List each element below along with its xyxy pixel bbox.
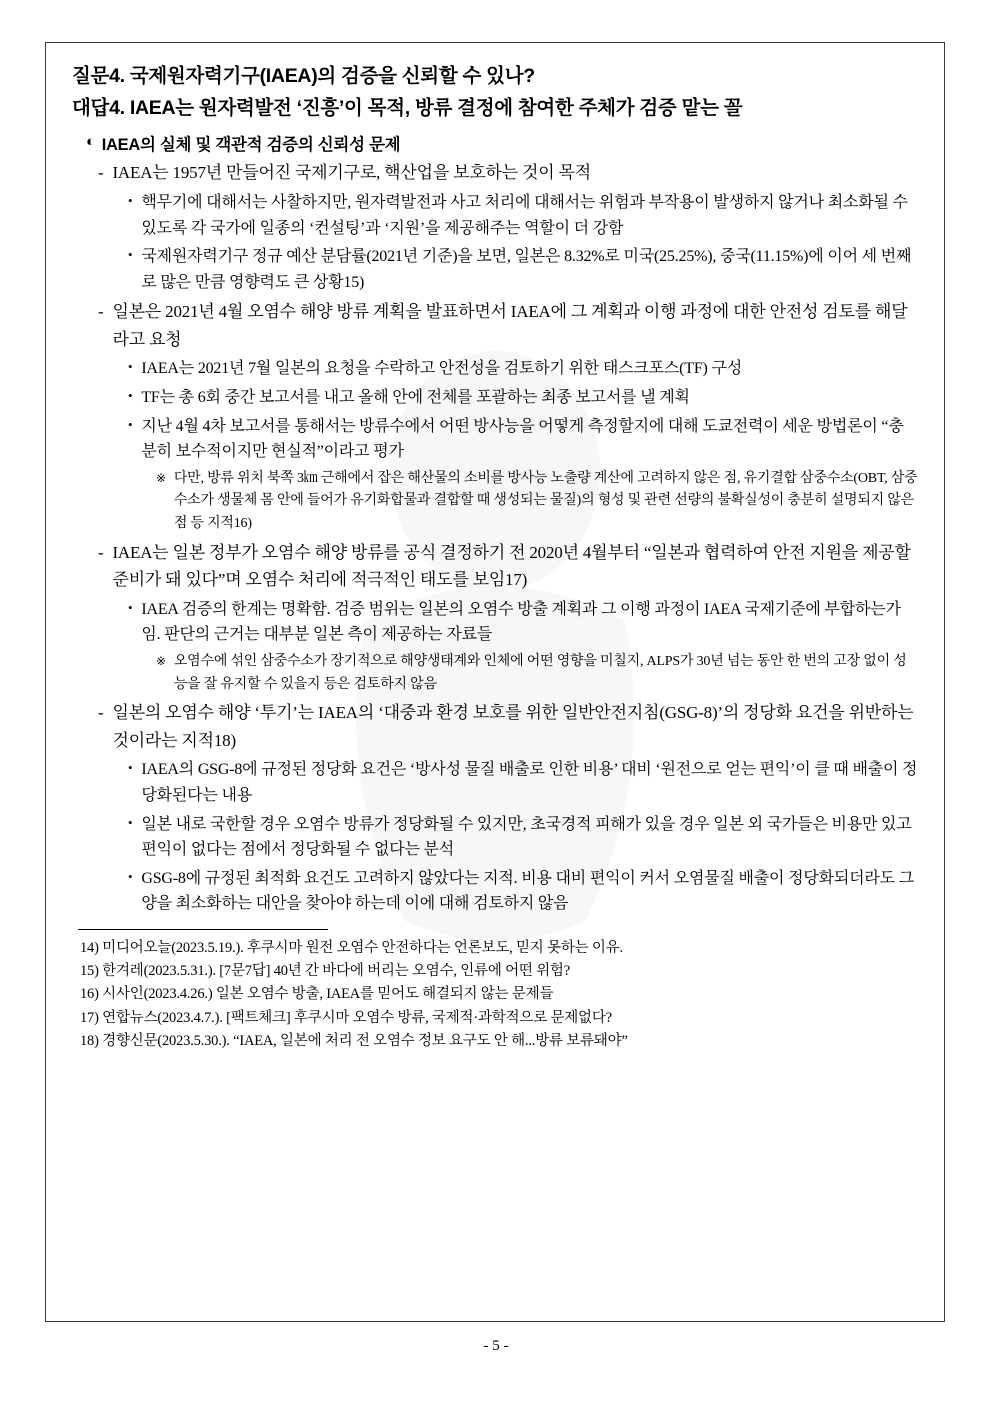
list-item <box>98 298 918 353</box>
dash-marker-icon: - <box>98 302 104 322</box>
list-item <box>128 190 918 241</box>
dot-marker-icon: • <box>128 416 133 432</box>
footnote-item: 18) 경향신문(2023.5.30.). “IAEA, 일본에 처리 전 오염수 정보 요구도 안 해...방류 보류돼야” <box>80 1032 628 1049</box>
dot-marker-icon: • <box>128 359 133 375</box>
list-item <box>98 539 918 594</box>
list-item-text: 일본은 2021년 4월 오염수 해양 방류 계획을 발표하면서 IAEA에 그 계획과 이행 과정에 대한 안전성 검토를 해달라고 요청 <box>112 302 908 349</box>
note-item-text: 다만, 방류 위치 북쪽 3㎞ 근해에서 잡은 해산물의 소비를 방사능 노출량 계산에 고려하지 않은 점, 유기결합 삼중수소(OBT, 삼중수소가 생물체 몸 안에 들어가 유기화합물과 결합할 때 생성되는 물질)의 형성 및 관련 선량의 불확실성이 충분히 설명되지 않은 점 등 지적16) <box>173 470 918 532</box>
answer-heading: 대답4. IAEA는 원자력발전 ‘진흥’이 목적, 방류 결정에 참여한 주체가 검증 맡는 꼴 <box>72 97 743 120</box>
dot-marker-icon: • <box>128 247 133 263</box>
list-item <box>128 356 918 382</box>
list-item <box>128 597 918 648</box>
list-item <box>128 244 918 295</box>
list-item-text: 일본의 오염수 해양 ‘투기’는 IAEA의 ‘대중과 환경 보호를 위한 일반안전지침(GSG-8)’의 정당화 요건을 위반하는 것이라는 지적18) <box>112 703 914 750</box>
dash-marker-icon: - <box>98 703 104 723</box>
list-item-text: IAEA는 1957년 만들어진 국제기구로, 핵산업을 보호하는 것이 목적 <box>112 163 591 183</box>
list-item-text: 핵무기에 대해서는 사찰하지만, 원자력발전과 사고 처리에 대해서는 위험과 부작용이 발생하지 않거나 최소화될 수 있도록 각 국가에 일종의 ‘컨설팅’과 ‘지원’을 제공해주는 역할이 더 강함 <box>141 193 908 237</box>
asterisk-marker-icon: ※ <box>156 654 166 669</box>
dot-marker-icon: • <box>128 192 133 208</box>
list-item <box>128 385 918 411</box>
footnote-item: 16) 시사인(2023.4.26.) 일본 오염수 방출, IAEA를 믿어도 해결되지 않는 문제들 <box>80 986 554 1003</box>
list-item-text: TF는 총 6회 중간 보고서를 내고 올해 안에 전체를 포괄하는 최종 보고서를 낼 계획 <box>141 389 690 406</box>
list-item-text: 국제원자력기구 정규 예산 분담률(2021년 기준)을 보면, 일본은 8.32%로 미국(25.25%), 중국(11.15%)에 이어 세 번째로 많은 만큼 영향력도 큰 상황15) <box>141 248 912 291</box>
note-item-text: 오염수에 섞인 삼중수소가 장기적으로 해양생태계와 인체에 어떤 영향을 미칠지, ALPS가 30년 넘는 동안 한 번의 고장 없이 성능을 잘 유지할 수 있을지 등은 검토하지 않음 <box>173 654 907 692</box>
footnote-list <box>80 937 918 1053</box>
footnote-item: 17) 연합뉴스(2023.4.7.). [팩트체크] 후쿠시마 오염수 방류, 국제적·과학적으로 문제없다? <box>80 1009 612 1026</box>
list-item-text: 지난 4월 4차 보고서를 통해서는 방류수에서 어떤 방사능을 어떻게 측정할지에 대해 도쿄전력이 세운 방법론이 “충분히 보수적이지만 현실적”이라고 평가 <box>141 417 904 461</box>
dash-marker-icon: - <box>98 163 104 183</box>
list-item <box>128 757 918 808</box>
list-item <box>98 159 918 187</box>
list-item-text: IAEA 검증의 한계는 명확함. 검증 범위는 일본의 오염수 방출 계획과 그 이행 과정이 IAEA 국제기준에 부합하는가임. 판단의 근거는 대부분 일본 측이 제공하는 자료들 <box>141 600 901 644</box>
page-number: - 5 - <box>483 1338 509 1354</box>
section-heading-label: IAEA의 실체 및 객관적 검증의 신뢰성 문제 <box>101 136 401 155</box>
circle-marker-icon: ◐ <box>86 133 95 151</box>
dash-marker-icon: - <box>98 542 104 562</box>
list-item-text: IAEA는 2021년 7월 일본의 요청을 수락하고 안전성을 검토하기 위한 태스크포스(TF) 구성 <box>141 360 742 378</box>
list-item-text: 일본 내로 국한할 경우 오염수 방류가 정당화될 수 있지만, 초국경적 피해가 있을 경우 일본 외 국가들은 비용만 있고 편익이 없다는 점에서 정당화될 수 없다는 분석 <box>141 815 912 859</box>
list-item <box>128 812 918 863</box>
footnote-item: 15) 한겨레(2023.5.31.). [7문7답] 40년 간 바다에 버리는 오염수, 인류에 어떤 위험? <box>80 963 570 980</box>
dot-marker-icon: • <box>128 388 133 403</box>
dot-marker-icon: • <box>128 868 133 884</box>
footnote-divider <box>78 929 328 930</box>
dot-marker-icon: • <box>128 760 133 776</box>
document-page <box>45 42 945 1322</box>
list-item <box>128 414 918 465</box>
list-item <box>98 699 918 754</box>
list-item-text: GSG-8에 규정된 최적화 요건도 고려하지 않았다는 지적. 비용 대비 편익이 커서 오염물질 배출이 정당화되더라도 그 양을 최소화하는 대안을 찾아야 하는데 이에 대해 검토하지 않음 <box>141 869 914 913</box>
note-item <box>156 651 918 696</box>
section-heading-row <box>86 131 918 155</box>
document-content <box>72 61 918 1053</box>
asterisk-marker-icon: ※ <box>156 470 166 485</box>
note-item <box>156 468 918 536</box>
dot-marker-icon: • <box>128 814 133 830</box>
dot-marker-icon: • <box>128 599 133 615</box>
list-item <box>128 866 918 917</box>
list-item-text: IAEA의 GSG-8에 규정된 정당화 요건은 ‘방사성 물질 배출로 인한 비용’ 대비 ‘원전으로 얻는 편익’이 클 때 배출이 정당화된다는 내용 <box>141 761 918 805</box>
footnote-item: 14) 미디어오늘(2023.5.19.). 후쿠시마 원전 오염수 안전하다는 언론보도, 믿지 못하는 이유. <box>80 940 623 957</box>
question-heading: 질문4. 국제원자력기구(IAEA)의 검증을 신뢰할 수 있나? <box>72 65 535 87</box>
list-item-text: IAEA는 일본 정부가 오염수 해양 방류를 공식 결정하기 전 2020년 4월부터 “일본과 협력하여 안전 지원을 제공할 준비가 돼 있다”며 오염수 처리에 적극적인 태도를 보임17) <box>112 542 911 590</box>
